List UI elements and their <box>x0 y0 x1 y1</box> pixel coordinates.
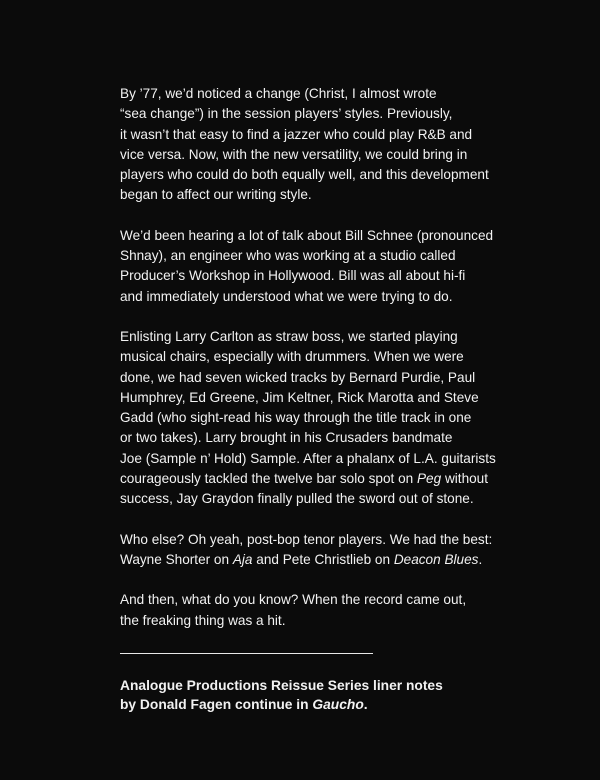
footer-note <box>120 676 540 715</box>
paragraph-4 <box>120 530 540 571</box>
paragraph-5 <box>120 590 540 631</box>
paragraph-1 <box>120 84 540 206</box>
text-run: Wayne Shorter on <box>120 551 233 567</box>
album-title-gaucho: Gaucho <box>312 697 364 713</box>
text-line: the freaking thing was a hit. <box>120 612 286 628</box>
text-line: musical chairs, especially with drummers. When we were <box>120 349 464 365</box>
text-line: Joe (Sample n’ Hold) Sample. After a phalanx of L.A. guitarists <box>120 450 496 466</box>
text-run: . <box>478 551 483 567</box>
text-line: done, we had seven wicked tracks by Bernard Purdie, Paul <box>120 369 476 385</box>
text-line <box>120 550 540 570</box>
text-run: without <box>441 471 489 487</box>
text-line: “sea change”) in the session players’ styles. Previously, <box>120 106 453 122</box>
text-line <box>120 695 540 715</box>
text-line: success, Jay Graydon finally pulled the sword out of stone. <box>120 491 474 507</box>
song-title-deacon-blues: Deacon Blues <box>393 551 479 567</box>
text-line: We’d been hearing a lot of talk about Bill Schnee (pronounced <box>120 227 494 243</box>
text-run: by Donald Fagen continue in <box>120 697 313 713</box>
text-line: Producer’s Workshop in Hollywood. Bill was all about hi-fi <box>120 268 466 284</box>
divider-rule <box>120 653 373 654</box>
text-line <box>120 469 540 489</box>
text-line: By ’77, we’d noticed a change (Christ, I almost wrote <box>120 86 437 101</box>
text-line: or two takes). Larry brought in his Crusaders bandmate <box>120 430 453 446</box>
text-line: Humphrey, Ed Greene, Jim Keltner, Rick Marotta and Steve <box>120 389 479 405</box>
song-title-peg: Peg <box>416 471 442 487</box>
text-run: . <box>363 697 368 713</box>
text-line: Enlisting Larry Carlton as straw boss, we started playing <box>120 328 458 344</box>
text-run: courageously tackled the twelve bar solo spot on <box>120 471 417 487</box>
text-run: and Pete Christlieb on <box>252 551 394 567</box>
text-line: vice versa. Now, with the new versatility, we could bring in <box>120 146 468 162</box>
text-line: players who could do both equally well, and this development <box>120 167 489 183</box>
text-line: it wasn’t that easy to find a jazzer who could play R&B and <box>120 126 473 142</box>
song-title-aja: Aja <box>232 551 253 567</box>
paragraph-3 <box>120 327 540 510</box>
text-line: And then, what do you know? When the record came out, <box>120 592 467 608</box>
text-line: Gadd (who sight-read his way through the title track in one <box>120 410 472 426</box>
liner-notes-body <box>120 84 540 715</box>
text-line: Analogue Productions Reissue Series liner notes <box>120 677 443 693</box>
text-line: began to affect our writing style. <box>120 187 312 203</box>
text-line: Who else? Oh yeah, post-bop tenor players. We had the best: <box>120 531 493 547</box>
paragraph-2 <box>120 226 540 307</box>
text-line: and immediately understood what we were trying to do. <box>120 288 453 304</box>
text-line: Shnay), an engineer who was working at a studio called <box>120 248 456 264</box>
